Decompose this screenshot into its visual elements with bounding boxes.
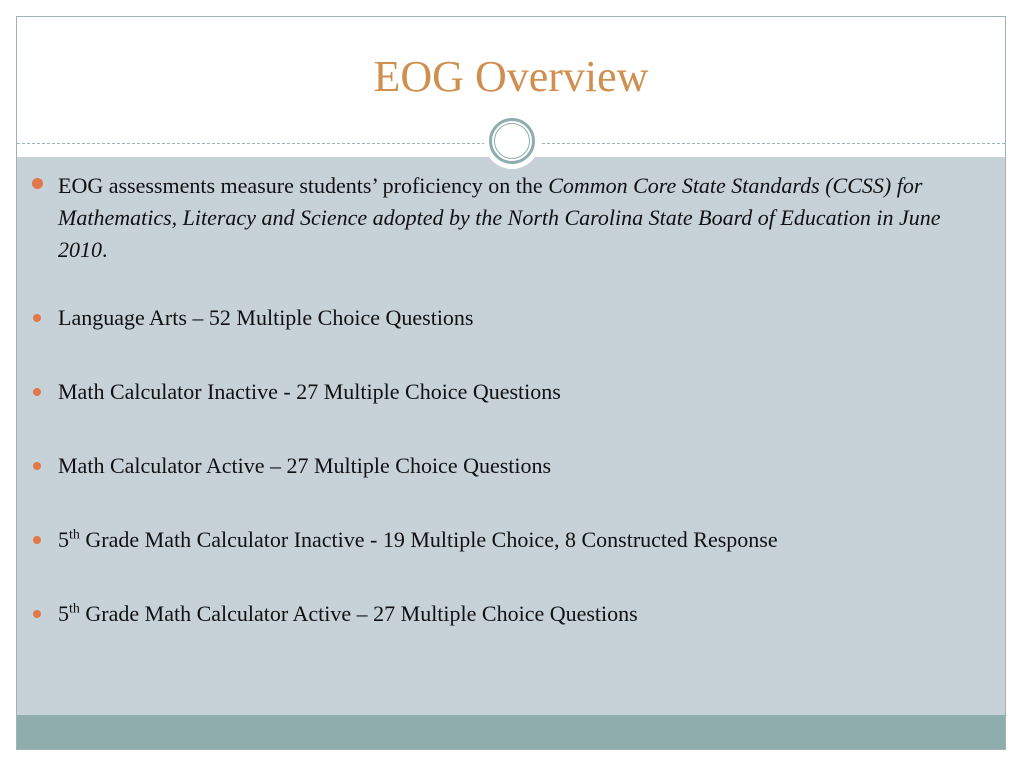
bullet-text: Grade Math Calculator Active – 27 Multiple Choice Questions [79,601,638,626]
bullet-text-italic: Common Core State Standards (CCSS) for Mathematics, Literacy and Science adopted by the North Carolina State Board of Education in June 2010 [58,173,941,262]
bullet-list [28,170,988,672]
bullet-icon [33,536,41,544]
list-item [28,302,988,334]
bullet-prefix: 5 [58,527,69,552]
bullet-icon [33,462,41,470]
footer-bar [17,715,1005,749]
list-item [28,170,988,266]
bullet-prefix: 5 [58,601,69,626]
bullet-text-end: . [102,237,108,262]
list-item [28,376,988,408]
bullet-text: Math Calculator Inactive - 27 Multiple Choice Questions [58,379,561,404]
bullet-text: Language Arts – 52 Multiple Choice Questions [58,305,474,330]
list-item [28,524,988,556]
bullet-text: Grade Math Calculator Inactive - 19 Multiple Choice, 8 Constructed Response [79,527,778,552]
bullet-icon [33,610,41,618]
bullet-icon [33,314,41,322]
bullet-superscript: th [69,527,80,543]
list-item [28,450,988,482]
list-item [28,598,988,630]
bullet-icon [33,388,41,396]
slide-title: EOG Overview [373,52,649,101]
bullet-superscript: th [69,601,80,617]
circle-ornament-icon [484,113,540,169]
bullet-icon [32,178,43,189]
bullet-text: Math Calculator Active – 27 Multiple Choice Questions [58,453,552,478]
bullet-text: EOG assessments measure students’ proficiency on the [58,173,549,198]
